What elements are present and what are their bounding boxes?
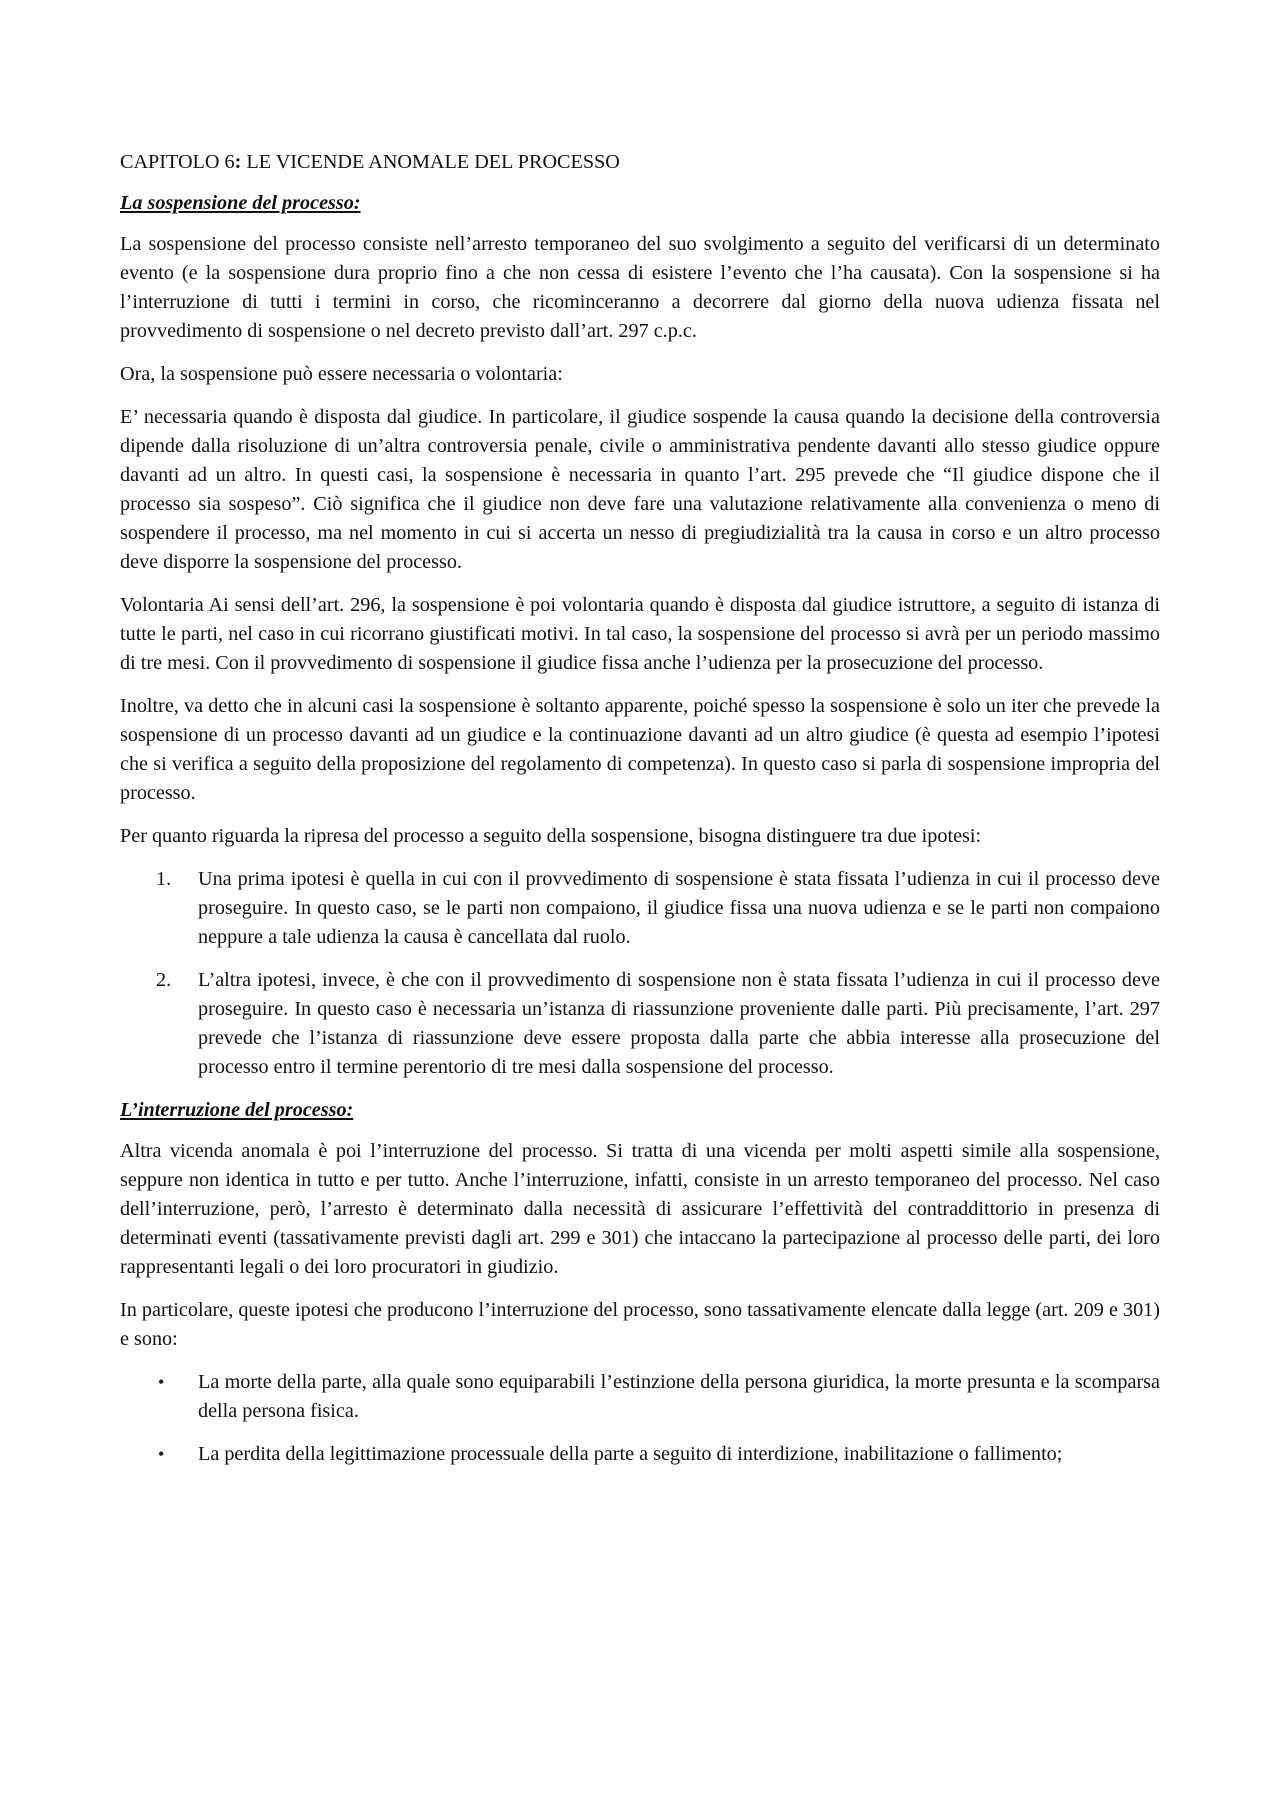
bullet-list-eventi [120,1368,1160,1469]
list-item [120,966,1160,1082]
list-item [120,1368,1160,1426]
paragraph-ripresa: Per quanto riguarda la ripresa del processo a seguito della sospensione, bisogna distinguere tra due ipotesi: [120,825,982,847]
bullet-marker: • [158,1372,165,1392]
list-item-text: L’altra ipotesi, invece, è che con il provvedimento di sospensione non è stata fissata l’udienza in cui il processo deve proseguire. In questo caso è necessaria un’istanza di riassunzione proveniente dalle parti. Più precisamente, l’art. 297 prevede che l’istanza di riassunzione deve essere proposta dalla parte che abbia interesse alla prosecuzione del processo entro il termine perentorio di tre mesi dalla sospensione del processo. [198,969,1160,1078]
paragraph-impropria: Inoltre, va detto che in alcuni casi la sospensione è soltanto apparente, poiché spesso la sospensione è solo un iter che prevede la sospensione di un processo davanti ad un giudice e la continuazione davanti ad un altro giudice (è questa ad esempio l’ipotesi che si verifica a seguito della proposizione del regolamento di competenza). In questo caso si parla di sospensione impropria del processo. [120,695,1160,804]
chapter-title-colon: : [234,151,242,173]
chapter-title-text: LE VICENDE ANOMALE DEL PROCESSO [241,151,620,173]
section-heading-sospensione: La sospensione del processo: [120,192,361,214]
paragraph-tipi: Ora, la sospensione può essere necessaria o volontaria: [120,363,563,385]
list-item [120,865,1160,952]
list-item-text: La perdita della legittimazione processuale della parte a seguito di interdizione, inabilitazione o fallimento; [198,1443,1063,1465]
list-marker: 2. [156,969,172,991]
bullet-marker: • [158,1444,165,1464]
paragraph-necessaria: E’ necessaria quando è disposta dal giudice. In particolare, il giudice sospende la causa quando la decisione della controversia dipende dalla risoluzione di un’altra controversia penale, civile o amministrativa pendente davanti allo stesso giudice oppure davanti ad un altro. In questi casi, la sospensione è necessaria in quanto l’art. 295 prevede che “Il giudice dispone che il processo sia sospeso”. Ciò significa che il giudice non deve fare una valutazione relativamente alla convenienza o meno di sospendere il processo, ma nel momento in cui si accerta un nesso di pregiudizialità tra la causa in corso e un altro processo deve disporre la sospensione del processo. [120,406,1160,573]
paragraph-volontaria: Volontaria Ai sensi dell’art. 296, la sospensione è poi volontaria quando è disposta dal giudice istruttore, a seguito di istanza di tutte le parti, nel caso in cui ricorrano giustificati motivi. In tal caso, la sospensione del processo si avrà per un periodo massimo di tre mesi. Con il provvedimento di sospensione il giudice fissa anche l’udienza per la prosecuzione del processo. [120,594,1160,674]
numbered-list-ipotesi [120,865,1160,1082]
paragraph-ipotesi-interruzione: In particolare, queste ipotesi che producono l’interruzione del processo, sono tassativamente elencate dalla legge (art. 209 e 301) e sono: [120,1299,1160,1350]
list-marker: 1. [156,868,172,890]
chapter-title-prefix: CAPITOLO 6 [120,151,235,173]
chapter-title [120,148,1160,177]
paragraph-definizione: La sospensione del processo consiste nell’arresto temporaneo del suo svolgimento a seguito del verificarsi di un determinato evento (e la sospensione dura proprio fino a che non cessa di esistere l’evento che l’ha causata). Con la sospensione si ha l’interruzione di tutti i termini in corso, che ricominceranno a decorrere dal giorno della nuova udienza fissata nel provvedimento di sospensione o nel decreto previsto dall’art. 297 c.p.c. [120,233,1160,342]
section-heading-interruzione: L’interruzione del processo: [120,1099,354,1121]
document-page [120,148,1160,1483]
list-item-text: La morte della parte, alla quale sono equiparabili l’estinzione della persona giuridica, la morte presunta e la scomparsa della persona fisica. [198,1371,1160,1422]
list-item-text: Una prima ipotesi è quella in cui con il provvedimento di sospensione è stata fissata l’udienza in cui il processo deve proseguire. In questo caso, se le parti non compaiono, il giudice fissa una nuova udienza e se le parti non compaiono neppure a tale udienza la causa è cancellata dal ruolo. [198,868,1160,948]
list-item [120,1440,1160,1469]
paragraph-interruzione: Altra vicenda anomala è poi l’interruzione del processo. Si tratta di una vicenda per molti aspetti simile alla sospensione, seppure non identica in tutto e per tutto. Anche l’interruzione, infatti, consiste in un arresto temporaneo del processo. Nel caso dell’interruzione, però, l’arresto è determinato dalla necessità di assicurare l’effettività del contraddittorio in presenza di determinati eventi (tassativamente previsti dagli art. 299 e 301) che intaccano la partecipazione al processo delle parti, dei loro rappresentanti legali o dei loro procuratori in giudizio. [120,1140,1160,1278]
